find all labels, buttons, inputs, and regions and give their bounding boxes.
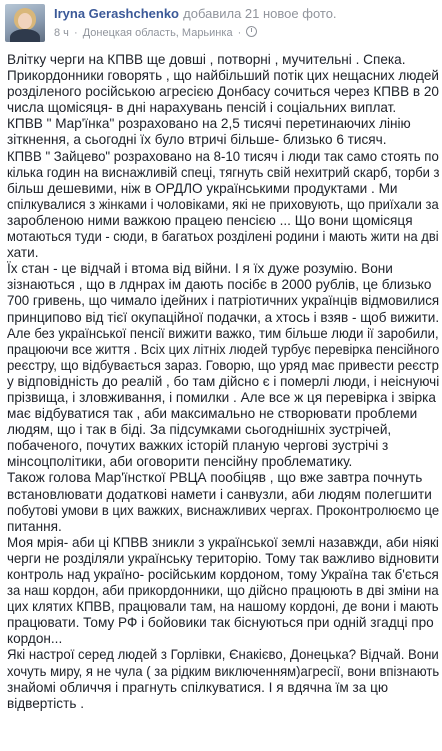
post-line: людям, що і так в біді. За підсумками сьогоднішніх зустрічей, <box>7 422 392 438</box>
post-line: Їх стан - це відчай і втома від війни. І я їх дуже розумію. Вони <box>7 261 393 277</box>
meta-separator: · <box>73 27 78 39</box>
post-line: за наш кордон, аби прикордонники, що дійсно працюють в дві зміни на <box>7 583 439 599</box>
post-meta <box>54 26 259 40</box>
post-body <box>7 52 439 712</box>
post-line: відвертість . <box>7 695 84 711</box>
post-time[interactable]: 8 ч <box>54 27 69 39</box>
post-line: кордон... <box>7 631 63 647</box>
post-line: мотаються туди - сюди, в багатьох розділені родини і мають жити на дві <box>7 229 439 245</box>
post-line: цих клятих КПВВ, працювали там, на нашому кордоні, де вони і мають <box>7 599 439 615</box>
post-line: реєстру, що відбувається зараз. Говорю, що уряд має привести реєстр <box>7 357 439 373</box>
post-line: контроль над україно- російським кордоном, тому Україна так б'ється <box>7 567 439 582</box>
post-line: Але без української пенсії вижити важко, тим більше люди ії заробили, <box>7 325 439 341</box>
post-line: Прикордонники говорять , що найбільший потік цих нещасних людей <box>7 68 439 84</box>
post-line: 700 гривень, що чимало ідейних і патріотичних українців відмовилися <box>7 293 440 309</box>
post-header <box>0 0 442 44</box>
post-line: Також голова Мар'їнсткої РВЦА пообіцяв , що вже завтра почнуть <box>7 470 423 486</box>
post-location[interactable]: Донецкая область, Марьинка <box>82 27 233 39</box>
author-avatar[interactable] <box>5 4 45 42</box>
post-line: встановлювати додаткові намети і санвузли, аби людям полегшити <box>7 486 432 502</box>
post-line: спілкувалися з жінками і чоловіками, які не приховують, що приїхали за <box>7 196 439 212</box>
post-line: числа щомісяця- в дні нарахувань пенсій і соціальних виплат. <box>7 100 397 116</box>
post-line: у відповідність до реалій , бо там дійсно є і померлі люди, і неіснуючі <box>7 373 440 389</box>
post-line: Влітку черги на КПВВ ще довші , потворні , мучительні . Спека. <box>7 52 406 67</box>
post-line: працюючи все життя . Всіх цих літніх людей турбує перевірка пенсійного <box>7 341 440 357</box>
post-line: питання. <box>7 518 62 534</box>
post-action-text[interactable]: добавила 21 новое фото. <box>183 6 337 21</box>
post-line: побаченого, почутих важких історій планую чергові зустрічі з <box>7 438 389 454</box>
post-line: хочуть миру, я не чула ( за рідким виключенням)агресії, вони впізнають <box>7 663 440 679</box>
post-title-line <box>54 6 337 23</box>
post-line: Які настрої серед людей з Горлівки, Єнакієво, Донецька? Відчай. Вони <box>7 647 439 663</box>
post-line: побутові умови в цих важких, виснажливих чергах. Проконтролюємо це <box>7 502 440 518</box>
post-line: мінсоцполітики, аби оговорити пенсійну проблематику. <box>7 454 353 470</box>
meta-separator: · <box>237 27 242 39</box>
post-line: КПВВ " Зайцево" розраховано на 8-10 тисяч і люди так само стоять по <box>7 148 439 164</box>
post-line: зіткнення, а сьогодні їх було втричі більше- близько 6 тисяч. <box>7 132 387 148</box>
post-line: зізнаються , що в лднрах ім дають посібє в 2000 рублів, це близько <box>7 277 432 293</box>
post-line: заробленою ними важкою працею пенсією ... Що вони щомісяця <box>7 212 413 228</box>
post-line: черги не розділяли українську територію. Тому так важливо відновити <box>7 550 440 566</box>
post-line: прізвища, і зловживання, і помилки . Але все ж ця перевірка і звірка <box>7 389 436 405</box>
post-line: розділеного російською агресією Донбасу сочиться через КПВВ в 20 <box>7 84 439 100</box>
author-name-link[interactable]: Iryna Gerashchenko <box>54 6 179 21</box>
post-line: принципово від тієї окупаційної подачки, а хтось і взяв - щоб вижити. <box>7 309 440 325</box>
post-line: кілька годин на виснажливій спеці, тягнуть свій нехитрий скарб, торби з <box>7 164 440 180</box>
avatar-face <box>18 13 32 29</box>
post-line: хати. <box>7 245 39 261</box>
post-line: знайомі обличчя і прагнуть спілкуватися. І я вдячна їм за цю <box>7 679 389 695</box>
post-line: більш дешевими, ніж в ОРДЛО українськими продуктами . Ми <box>7 180 398 196</box>
audience-icon[interactable] <box>246 26 257 37</box>
post-line: має відбуватися так , аби максимально не створювати проблеми <box>7 406 418 422</box>
post-line: КПВВ " Мар'їнка" розраховано на 2,5 тисячі перетинаючих лінію <box>7 116 411 132</box>
avatar-shoulders <box>10 29 40 42</box>
post-line: працювати. Тому РФ і бойовики так біснуються при одній згадці про <box>7 615 434 631</box>
post-line: Моя мрія- аби ці КПВВ зникли з української землі назавжди, аби ніякі <box>7 534 439 550</box>
